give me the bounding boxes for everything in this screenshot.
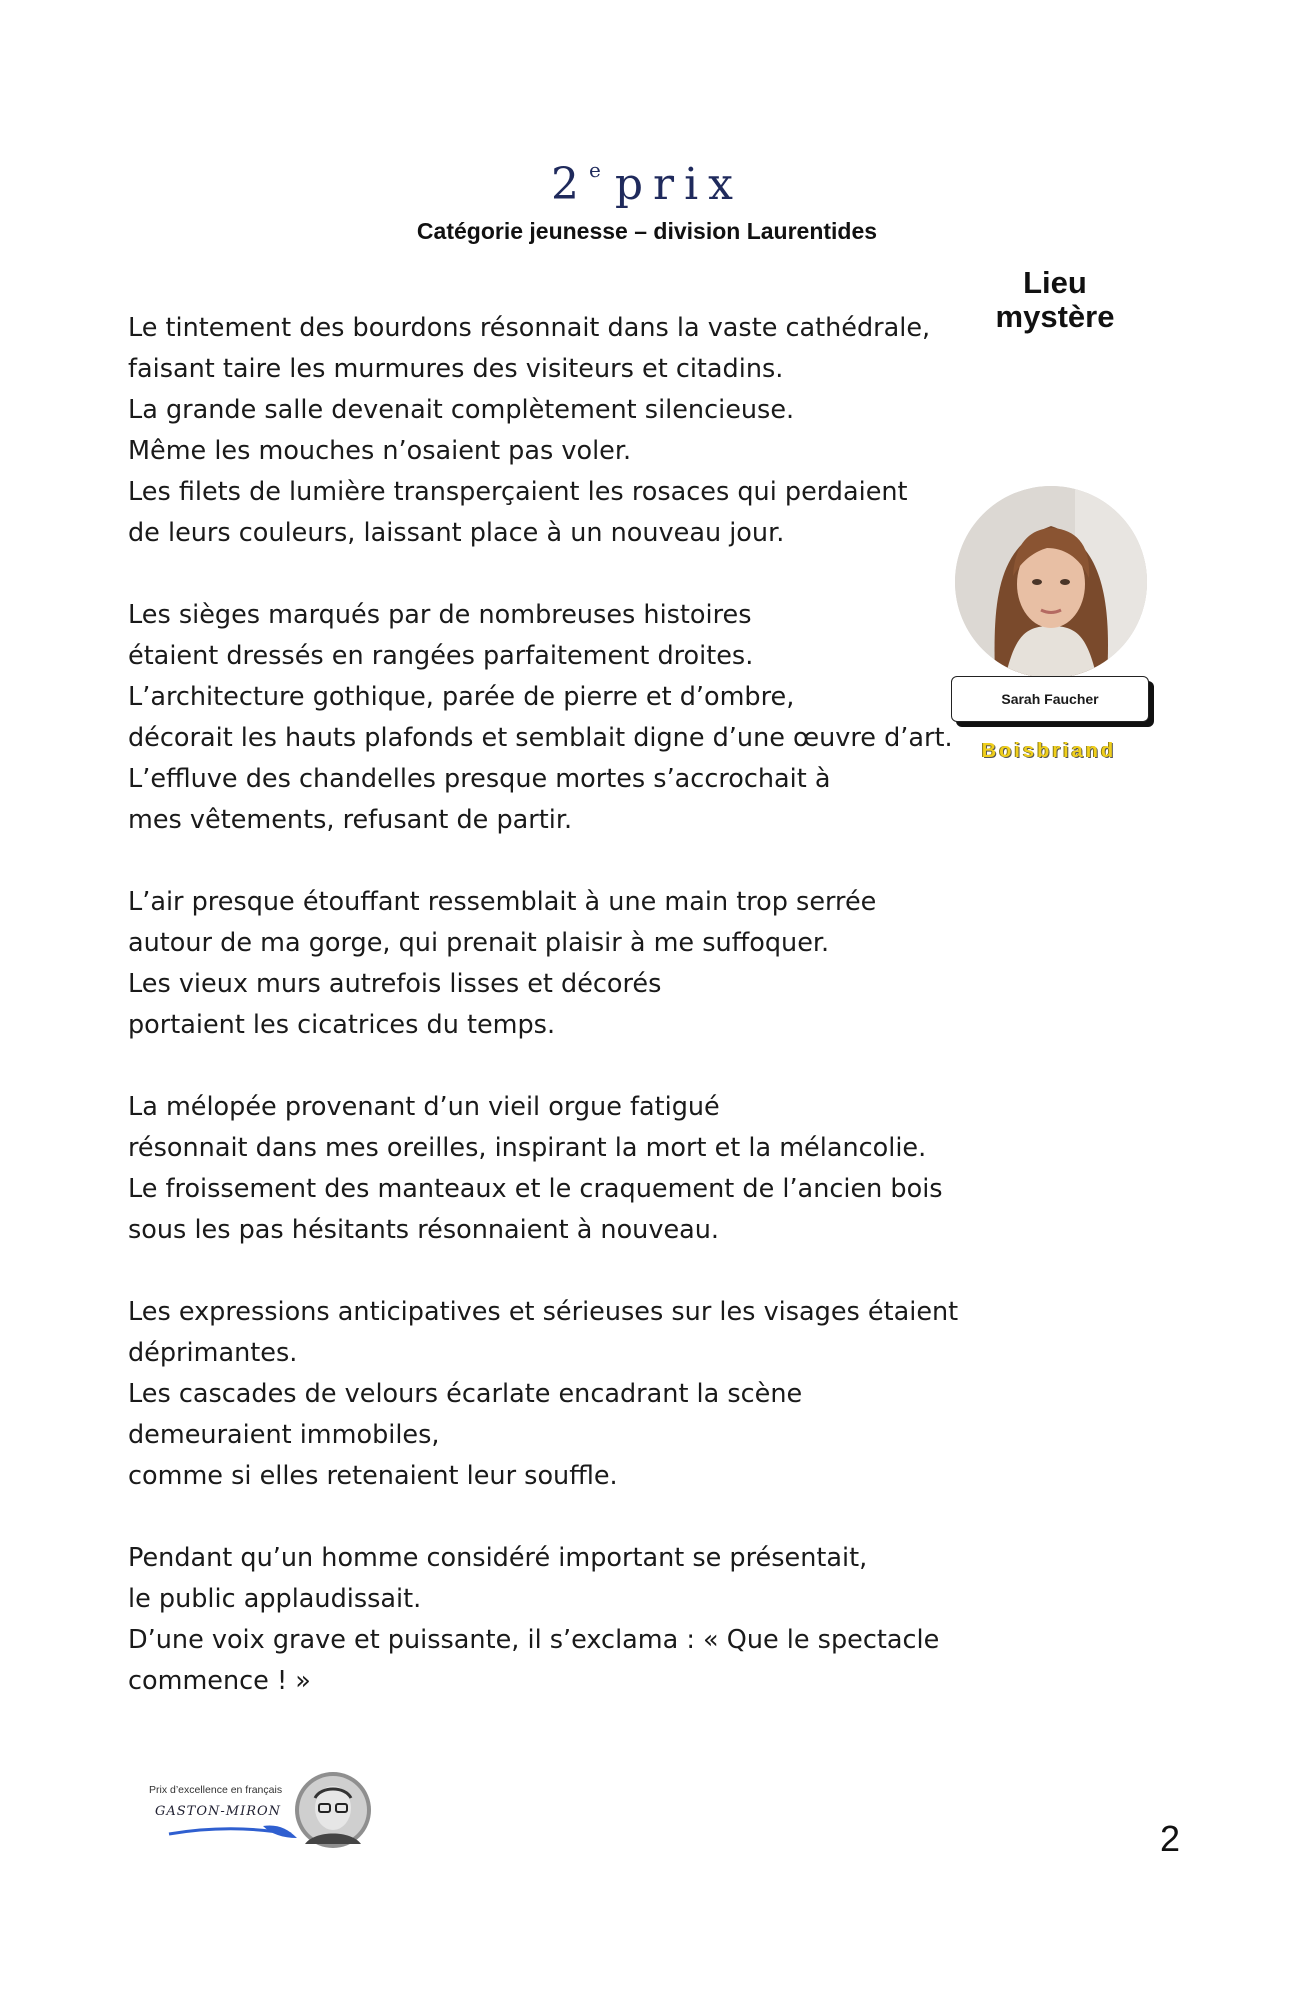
poem-line: La mélopée provenant d’un vieil orgue fatigué <box>128 1092 720 1122</box>
feather-portrait-icon <box>145 1768 375 1852</box>
prize-number: 2 <box>551 159 590 210</box>
poem-line: Les expressions anticipatives et sérieuses sur les visages étaient <box>128 1297 959 1327</box>
poem-line: L’effluve des chandelles presque mortes s’accrochait à <box>128 764 831 794</box>
poem-line: La grande salle devenait complètement silencieuse. <box>128 395 795 425</box>
poem-line: faisant taire les murmures des visiteurs et citadins. <box>128 354 784 384</box>
stanza <box>128 1292 968 1497</box>
author-portrait-icon <box>955 486 1147 678</box>
poem-line: déprimantes. <box>128 1338 298 1368</box>
category-subtitle: Catégorie jeunesse – division Laurentides <box>416 218 878 244</box>
stanza <box>128 1538 968 1702</box>
poem-line: L’air presque étouffant ressemblait à une main trop serrée <box>128 887 877 917</box>
poem-line: mes vêtements, refusant de partir. <box>128 805 573 835</box>
stanza <box>128 1087 968 1251</box>
prize-word: prix <box>614 159 743 210</box>
poem-line: Les filets de lumière transperçaient les rosaces qui perdaient <box>128 477 908 507</box>
author-city: Boisbriand <box>981 740 1117 762</box>
logo-top-text: Prix d’excellence en français <box>149 1784 283 1796</box>
stanza <box>128 882 968 1046</box>
poem-line: autour de ma gorge, qui prenait plaisir à me suffoquer. <box>128 928 830 958</box>
poem-line: comme si elles retenaient leur souffle. <box>128 1461 618 1491</box>
prize-title <box>0 158 1294 210</box>
poem-line: de leurs couleurs, laissant place à un nouveau jour. <box>128 518 785 548</box>
poem-line: portaient les cicatrices du temps. <box>128 1010 556 1040</box>
theme-title <box>975 266 1135 334</box>
poem-line: Le froissement des manteaux et le craquement de l’ancien bois <box>128 1174 943 1204</box>
poem-line: Les cascades de velours écarlate encadrant la scène <box>128 1379 803 1409</box>
poem-body <box>128 308 968 1743</box>
author-photo <box>955 486 1147 678</box>
poem-line: décorait les hauts plafonds et semblait digne d’une œuvre d’art. <box>128 723 953 753</box>
poem-line: Les vieux murs autrefois lisses et décorés <box>128 969 662 999</box>
theme-line-1: Lieu <box>1023 265 1087 300</box>
poem-line: Les sièges marqués par de nombreuses histoires <box>128 600 752 630</box>
poem-line: Le tintement des bourdons résonnait dans la vaste cathédrale, <box>128 313 931 343</box>
page-number: 2 <box>1159 1818 1180 1859</box>
stanza <box>128 308 968 554</box>
poem-line: Même les mouches n’osaient pas voler. <box>128 436 632 466</box>
poem-line: le public applaudissait. <box>128 1584 422 1614</box>
author-name: Sarah Faucher <box>1001 691 1099 707</box>
poem-line: étaient dressés en rangées parfaitement droites. <box>128 641 754 671</box>
poem-line: commence ! » <box>128 1666 311 1696</box>
poem-line: demeuraient immobiles, <box>128 1420 440 1450</box>
poem-line: résonnait dans mes oreilles, inspirant la mort et la mélancolie. <box>128 1133 927 1163</box>
poem-line: Pendant qu’un homme considéré important se présentait, <box>128 1543 868 1573</box>
prize-superscript: e <box>589 158 601 182</box>
poem-line: sous les pas hésitants résonnaient à nouveau. <box>128 1215 720 1245</box>
stanza <box>128 595 968 841</box>
theme-line-2: mystère <box>995 299 1115 334</box>
poem-line: D’une voix grave et puissante, il s’exclama : « Que le spectacle <box>128 1625 940 1655</box>
gaston-miron-logo <box>145 1768 375 1852</box>
author-name-card <box>951 676 1149 722</box>
poem-line: L’architecture gothique, parée de pierre et d’ombre, <box>128 682 795 712</box>
logo-name: GASTON-MIRON <box>155 1804 282 1819</box>
